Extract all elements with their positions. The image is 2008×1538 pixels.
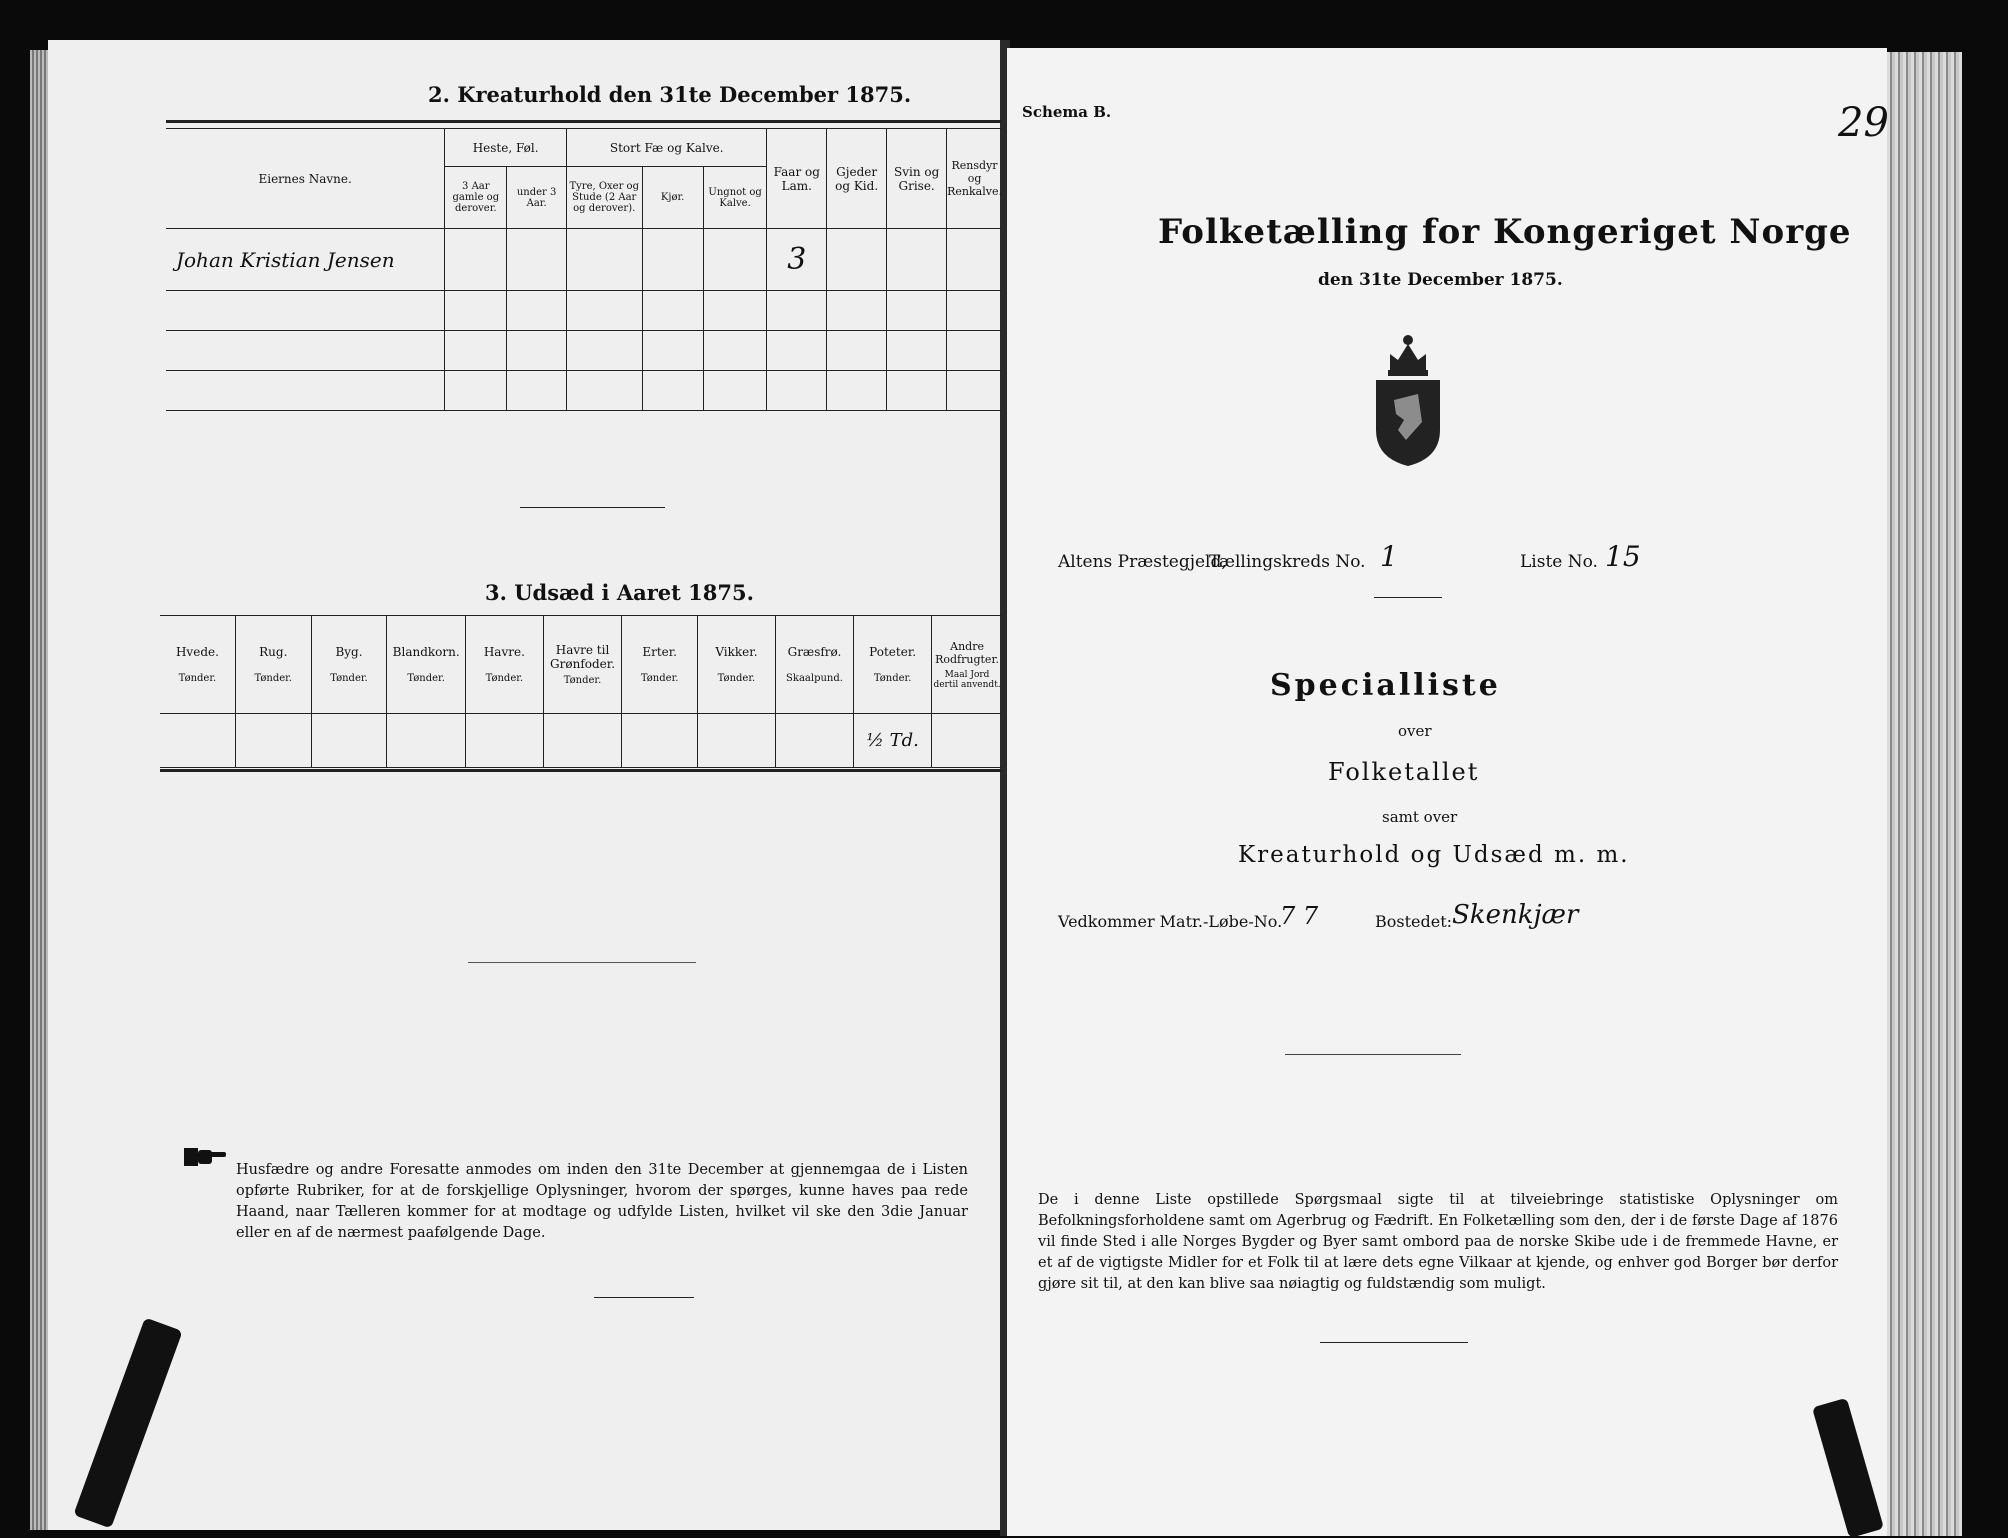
col-cows: Kjør. [642,167,703,229]
col-goats: Gjeder og Kid. [827,129,887,229]
col-hvede [160,616,235,714]
col-name: Poteter. [869,645,917,659]
col-unit: Tønder. [873,673,912,684]
page-number: 29 [1838,100,1889,146]
pointing-hand-icon [184,1144,226,1170]
col-horses-3yr: 3 Aar gamle og derover. [445,167,507,229]
folketallet-label: Folketallet [1328,758,1480,786]
col-reindeer: Rensdyr og Renkalve. [947,129,1002,229]
schema-label: Schema B. [1022,103,1112,121]
col-byg [311,616,387,714]
col-erter [622,616,698,714]
col-name: Vikker. [715,645,758,659]
col-horses-under3: under 3 Aar. [507,167,567,229]
over-label: over [1398,722,1432,740]
liste-value: 15 [1605,540,1641,573]
col-unit: Maal Jord dertil anvendt. [933,669,1001,690]
bosted-value: Skenkjær [1452,900,1579,930]
matr-value: 7 7 [1280,902,1319,930]
cattle-group-header: Stort Fæ og Kalve. [566,129,767,167]
col-havre [465,616,543,714]
col-name: Havre til Grønfoder. [550,643,616,671]
owner-header: Eiernes Navne. [166,129,445,229]
kreds-value: 1 [1380,540,1398,573]
census-paragraph: De i denne Liste opstillede Spørgsmaal sigte til at tilveiebringe statistiske Oplysninger om Befolkningsforholdene samt om Agerbrug og Fædrift. En Folketælling som den, der i de første Dage af 1876 vil finde Sted i alle Norges Bygder og Byer samt ombord paa de norske Skibe ude i de fremmede Havne, er et af de vigtigste Midler for et Folk til at lære dets egne Vilkaar at kjende, og enhver god Borger bør derfor gjøre sit til, at den kan blive saa nøiagtig og fuldstændig som muligt. [1038,1192,1838,1292]
census-title: Folketælling for Kongeriget Norge [1158,212,1852,252]
col-havre-gronfoder [543,616,622,714]
bosted-label: Bostedet: [1375,912,1453,931]
matr-label: Vedkommer Matr.-Løbe-No. [1058,912,1283,931]
owner-name-cell [166,229,445,291]
section-divider [520,507,665,508]
col-unit: Skaalpund. [786,673,843,684]
sheep-value: 3 [787,242,807,277]
horses-group-header: Heste, Føl. [445,129,567,167]
sheep-value-cell [767,229,827,291]
col-pigs: Svin og Grise. [887,129,947,229]
section2-title: 2. Kreaturhold den 31te December 1875. [428,82,912,107]
livestock-table [166,128,1002,411]
col-name: Græsfrø. [787,645,842,659]
col-unit: Tønder. [563,675,602,686]
col-unit: Tønder. [717,673,756,684]
kreds-label: Tællingskreds No. [1209,552,1366,572]
notice-rule [594,1297,694,1298]
kreaturhold-label: Kreaturhold og Udsæd m. m. [1238,842,1630,868]
col-unit: Tønder. [254,673,293,684]
col-rug [235,616,311,714]
section3-bottom-rule [160,769,1002,772]
poteter-value: ½ Td. [866,730,919,751]
col-name: Rug. [259,645,288,659]
col-andre-rodfrugter [932,616,1002,714]
prestegjeld-label: Altens Præstegjeld, [1058,552,1227,572]
poteter-value-cell [854,714,932,768]
col-unit: Tønder. [640,673,679,684]
col-young-cattle: Ungnot og Kalve. [703,167,767,229]
left-page-edges [30,50,50,1530]
samt-over-label: samt over [1382,808,1458,826]
col-bulls: Tyre, Oxer og Stude (2 Aar og derover). [566,167,642,229]
col-blandkorn [387,616,466,714]
specialliste-title: Specialliste [1270,668,1501,703]
right-divider-1 [1374,597,1442,598]
right-divider-2 [1285,1054,1461,1055]
liste-label: Liste No. [1520,552,1598,572]
col-unit: Tønder. [407,673,445,684]
right-divider-3 [1320,1342,1468,1343]
col-sheep: Faar og Lam. [767,129,827,229]
sowing-table [160,615,1002,768]
col-graesfro [775,616,853,714]
col-name: Blandkorn. [392,645,460,659]
col-vikker [698,616,776,714]
col-unit: Tønder. [485,673,524,684]
col-unit: Tønder. [178,673,217,684]
section3-title: 3. Udsæd i Aaret 1875. [485,580,754,605]
col-name: Hvede. [175,645,219,659]
blank-rule [468,962,696,963]
col-name: Erter. [642,645,677,659]
col-poteter [854,616,932,714]
coat-of-arms-icon [1370,330,1446,468]
col-name: Havre. [483,645,525,659]
census-date: den 31te December 1875. [1318,270,1563,290]
section2-top-rule [166,120,1002,123]
col-name: Byg. [335,645,363,659]
owner-name: Johan Kristian Jensen [176,247,395,272]
col-unit: Tønder. [330,673,368,684]
right-page-edges [1887,52,1962,1536]
instruction-notice: Husfædre og andre Foresatte anmodes om inden den 31te December at gjennemgaa de i Listen opførte Rubriker, for at de forskjellige Oplysninger, hvorom der spørges, kunne haves paa rede Haand, naar Tælleren kommer for at modtage og udfylde Listen, hvilket vil ske den 3die Januar eller en af de nærmest paafølgende Dage. [236,1162,968,1241]
col-name: Andre Rodfrugter. [935,639,999,666]
